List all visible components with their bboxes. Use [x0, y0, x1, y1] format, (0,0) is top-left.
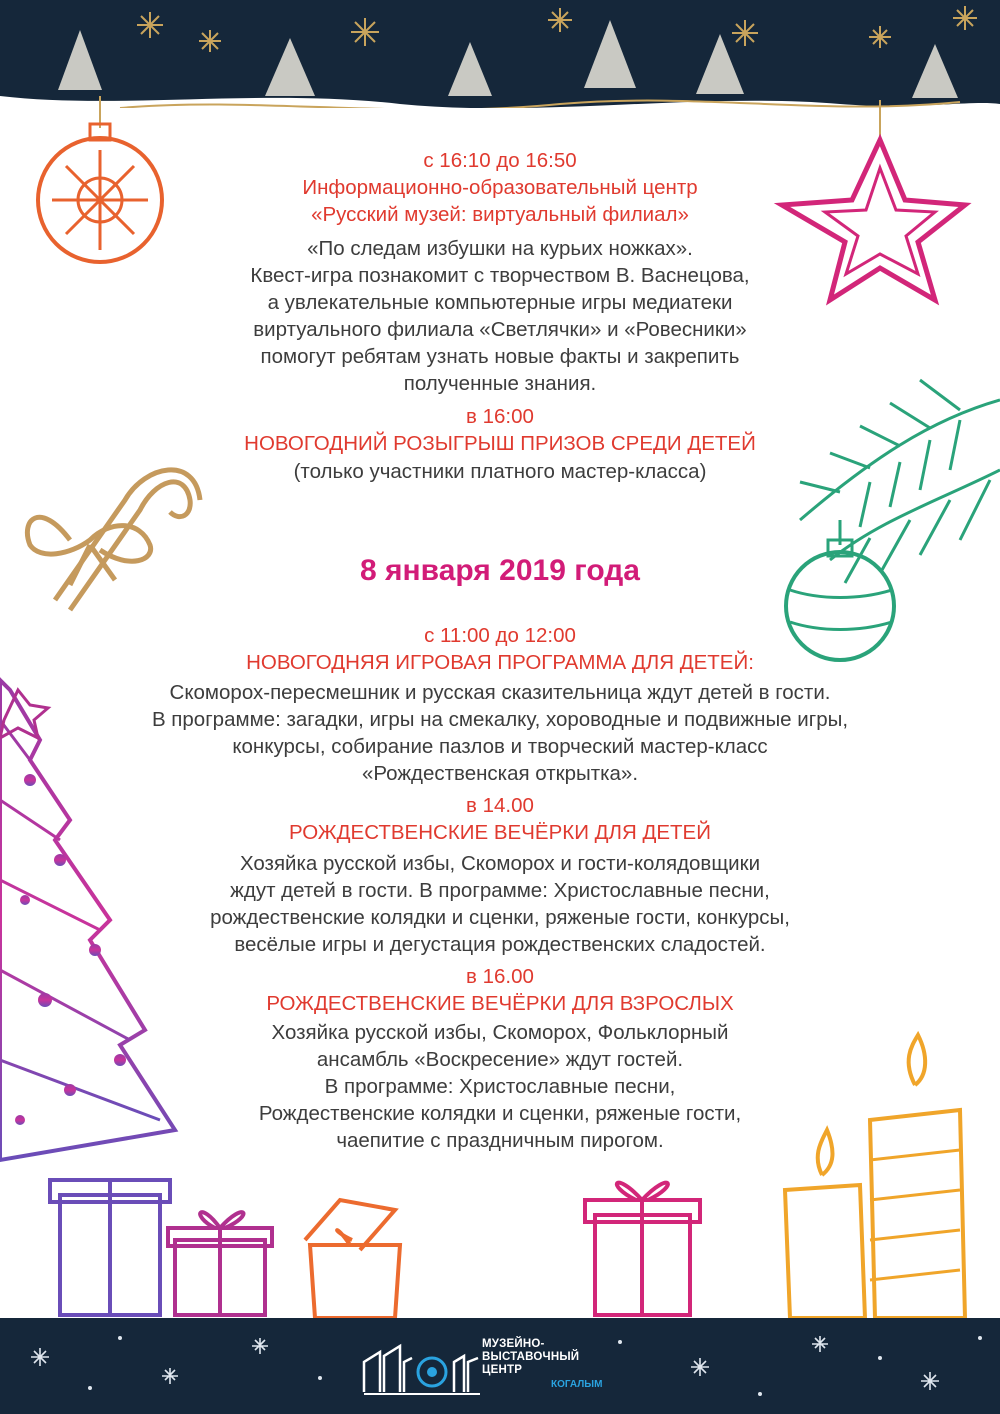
gift-box-icon: [50, 1180, 700, 1318]
description-line: «Рождественская открытка».: [361, 762, 639, 785]
event-note: (только участники платного мастер-класса): [293, 460, 707, 483]
description-line: Рождественские колядки и сценки, ряженые гости,: [258, 1102, 742, 1125]
logo-line: ЦЕНТР: [482, 1364, 523, 1376]
event-title: РОЖДЕСТВЕНСКИЕ ВЕЧЁРКИ ДЛЯ ДЕТЕЙ: [289, 821, 711, 844]
description-line: ансамбль «Воскресение» ждут гостей.: [316, 1048, 684, 1071]
description-line: Хозяйка русской избы, Скоморох, Фольклорный: [271, 1021, 729, 1044]
organization-name: Информационно-образовательный центр: [302, 176, 698, 199]
description-line: конкурсы, собирание пазлов и творческий мастер-класс: [232, 735, 768, 758]
event-title: РОЖДЕСТВЕНСКИЕ ВЕЧЁРКИ ДЛЯ ВЗРОСЛЫХ: [266, 992, 734, 1015]
description-line: В программе: загадки, игры на смекалку, хороводные и подвижные игры,: [151, 708, 849, 731]
description-line: чаепитие с праздничным пирогом.: [336, 1129, 664, 1152]
logo-line: МУЗЕЙНО-: [482, 1338, 545, 1350]
session-time: в 14.00: [466, 794, 534, 817]
description-line: полученные знания.: [403, 372, 597, 395]
description-line: Скоморох-пересмешник и русская сказительница ждут детей в гости.: [169, 681, 831, 704]
session-time: с 16:10 до 16:50: [423, 149, 577, 172]
organization-name: «Русский музей: виртуальный филиал»: [311, 203, 689, 226]
event-title: НОВОГОДНЯЯ ИГРОВАЯ ПРОГРАММА ДЛЯ ДЕТЕЙ:: [246, 651, 754, 674]
description-line: помогут ребятам узнать новые факты и закрепить: [260, 345, 740, 368]
description-line: ждут детей в гости. В программе: Христославные песни,: [230, 879, 770, 902]
description-line: Хозяйка русской избы, Скоморох и гости-колядовщики: [239, 852, 761, 875]
event-title: НОВОГОДНИЙ РОЗЫГРЫШ ПРИЗОВ СРЕДИ ДЕТЕЙ: [244, 432, 756, 455]
session-time: с 11:00 до 12:00: [424, 624, 576, 647]
description-line: а увлекательные компьютерные игры медиатеки: [267, 291, 733, 314]
logo-line: ВЫСТАВОЧНЫЙ: [482, 1351, 580, 1363]
session-time: в 16:00: [466, 405, 534, 428]
date-heading: 8 января 2019 года: [360, 554, 640, 587]
description-line: «По следам избушки на курьих ножках».: [307, 237, 693, 260]
session-time: в 16.00: [466, 965, 534, 988]
logo-text: [482, 1338, 579, 1377]
description-line: виртуального филиала «Светлячки» и «Ровесники»: [253, 318, 747, 341]
logo-city: КОГАЛЫМ: [551, 1379, 603, 1390]
description-line: весёлые игры и дегустация рождественских сладостей.: [234, 933, 766, 956]
description-line: В программе: Христославные песни,: [324, 1075, 676, 1098]
description-line: рождественские колядки и сценки, ряженые гости, конкурсы,: [210, 906, 790, 929]
description-line: Квест-игра познакомит с творчеством В. Васнецова,: [250, 264, 750, 287]
